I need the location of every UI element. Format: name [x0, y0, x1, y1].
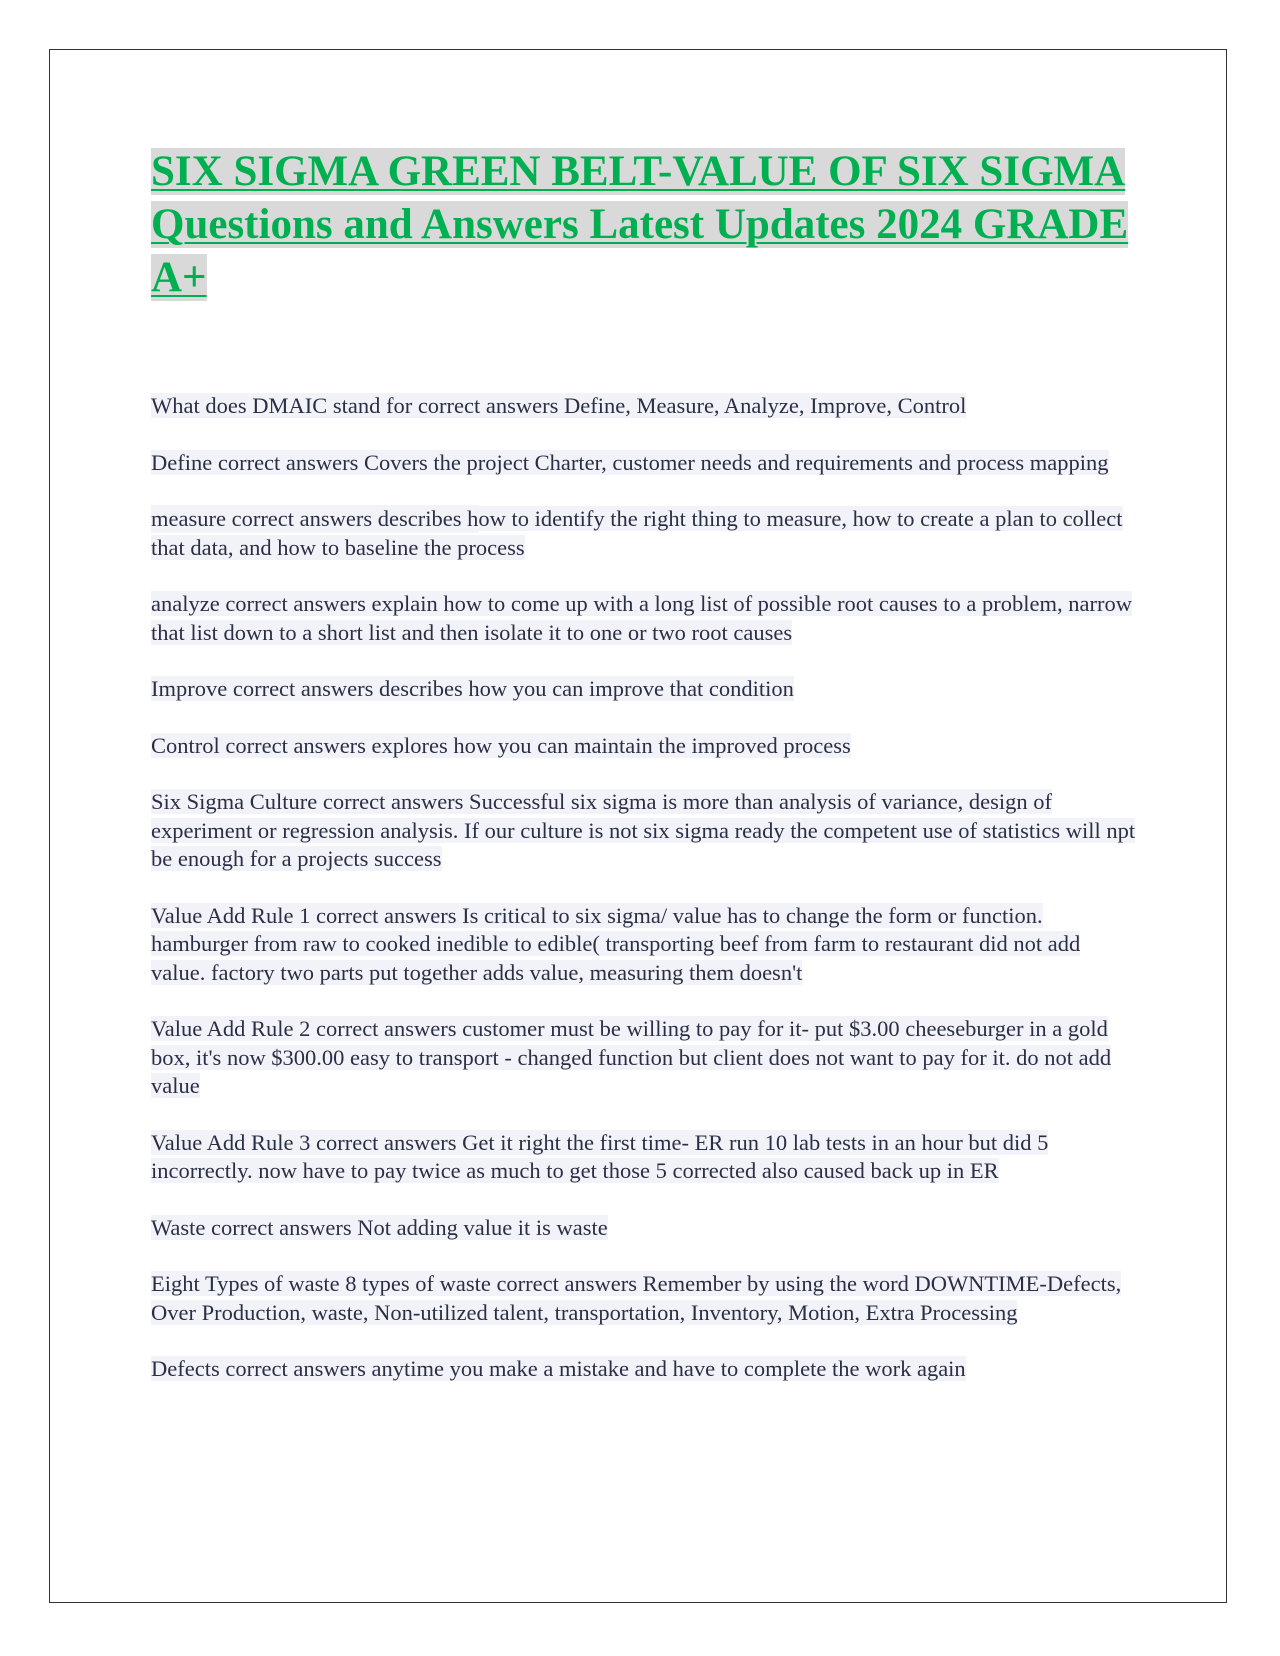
title-line-1: SIX SIGMA GREEN BELT-VALUE OF SIX SIGMA: [151, 148, 1126, 195]
qa-list: [151, 392, 1136, 1412]
qa-item-dmaic: What does DMAIC stand for correct answers Define, Measure, Analyze, Improve, Control: [151, 393, 967, 418]
qa-item-define: Define correct answers Covers the project Charter, customer needs and requirements and process mapping: [151, 449, 1109, 475]
qa-item-six-sigma-culture: Six Sigma Culture correct answers Successful six sigma is more than analysis of variance, design of experiment or regression analysis. If our culture is not six sigma ready the competent use of statistics will npt be enough for a projects success: [151, 789, 1136, 871]
document-title: [151, 145, 1136, 304]
title-line-2: Questions and Answers Latest Updates 2024 GRADE: [151, 201, 1129, 248]
qa-item-control: Control correct answers explores how you can maintain the improved process: [151, 732, 851, 758]
qa-item-improve: Improve correct answers describes how you can improve that condition: [151, 676, 794, 701]
qa-item-measure: measure correct answers describes how to identify the right thing to measure, how to create a plan to collect that data, and how to baseline the process: [151, 506, 1123, 560]
qa-item-value-add-rule-1: Value Add Rule 1 correct answers Is critical to six sigma/ value has to change the form or function. hamburger from raw to cooked inedible to edible( transporting beef from farm to restaurant did not add value. factory two parts put together adds value, measuring them doesn't: [151, 902, 1081, 985]
qa-item-waste: Waste correct answers Not adding value it is waste: [151, 1214, 608, 1240]
qa-item-analyze: analyze correct answers explain how to come up with a long list of possible root causes to a problem, narrow that list down to a short list and then isolate it to one or two root causes: [151, 591, 1132, 645]
qa-item-defects: Defects correct answers anytime you make a mistake and have to complete the work again: [151, 1356, 966, 1381]
qa-item-eight-types-of-waste: Eight Types of waste 8 types of waste correct answers Remember by using the word DOWNTIME-Defects, Over Production, waste, Non-utilized talent, transportation, Inventory, Motion, Extra Processing: [151, 1271, 1122, 1325]
title-line-3: A+: [151, 254, 207, 301]
qa-item-value-add-rule-3: Value Add Rule 3 correct answers Get it right the first time- ER run 10 lab tests in an hour but did 5 incorrectly. now have to pay twice as much to get those 5 corrected also caused back up in ER: [151, 1129, 1049, 1183]
qa-item-value-add-rule-2: Value Add Rule 2 correct answers customer must be willing to pay for it- put $3.00 cheeseburger in a gold box, it's now $300.00 easy to transport - changed function but client does not want to pay for it. do not add value: [151, 1016, 1112, 1098]
